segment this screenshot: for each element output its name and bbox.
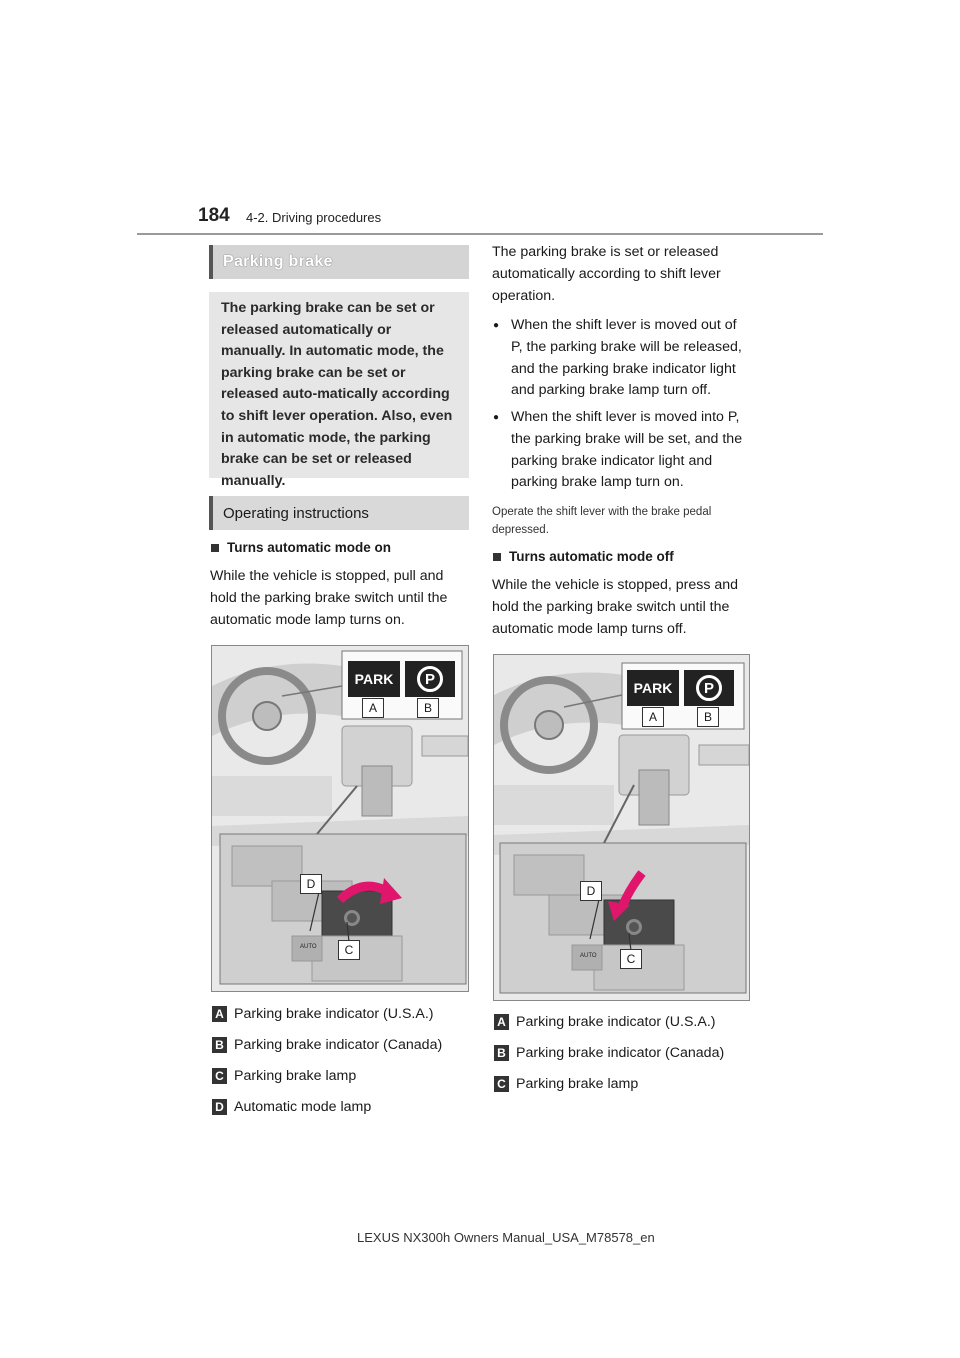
callout-c: C xyxy=(620,949,642,969)
legend-letter-box: B xyxy=(212,1037,227,1053)
legend-text: Parking brake indicator (Canada) xyxy=(516,1045,725,1061)
subhead-auto-on xyxy=(211,540,391,555)
callout-b: B xyxy=(417,698,439,718)
bullet-text: When the shift lever is moved out of P, the parking brake will be released, and the parking brake indicator light and parking brake lamp turn off. xyxy=(511,317,742,399)
parking-brake-title: Parking brake xyxy=(223,253,333,270)
legend-row-b xyxy=(494,1042,724,1064)
callout-a: A xyxy=(362,698,384,718)
note-text: Operate the shift lever with the brake pedal depressed. xyxy=(492,506,712,536)
section-label: 4-2. Driving procedures xyxy=(246,210,382,225)
legend-letter-box: D xyxy=(212,1099,227,1115)
figure-auto-on xyxy=(211,645,469,992)
auto-button-label: AUTO xyxy=(580,953,597,959)
callout-a: A xyxy=(642,707,664,727)
square-bullet-icon xyxy=(493,553,501,561)
subhead-auto-on-text: Turns automatic mode on xyxy=(227,540,392,555)
callout-d: D xyxy=(300,874,322,894)
subhead-auto-off-text: Turns automatic mode off xyxy=(509,549,674,564)
subhead-auto-off xyxy=(493,549,674,564)
page-number: 184 xyxy=(198,205,230,226)
legend-text: Parking brake indicator (U.S.A.) xyxy=(234,1006,434,1022)
auto-on-paragraph: While the vehicle is stopped, pull and hold the parking brake switch until the automatic mode lamp turns on. xyxy=(210,568,448,628)
ops-stripe xyxy=(209,496,213,530)
park-indicator-icon: PARK xyxy=(348,661,400,697)
auto-off-paragraph: While the vehicle is stopped, press and hold the parking brake switch until the automatic mode lamp turns off. xyxy=(492,577,739,637)
parking-brake-circle-p-icon xyxy=(684,670,734,706)
bullet-dot-icon: ● xyxy=(493,320,500,331)
square-bullet-icon xyxy=(211,544,219,552)
legend-row-a xyxy=(212,1003,442,1025)
bullet-dot-icon: ● xyxy=(493,412,500,423)
footer-manual-id: LEXUS NX300h Owners Manual_USA_M78578_en xyxy=(357,1230,655,1245)
legend-row-c xyxy=(494,1073,724,1095)
p-glyph: P xyxy=(417,666,443,692)
auto-paragraph: The parking brake is set or released automatically according to shift lever operation. xyxy=(492,244,721,304)
bullet-shift-into-p xyxy=(493,407,751,494)
parking-brake-circle-p-icon xyxy=(405,661,455,697)
legend-row-b xyxy=(212,1034,442,1056)
legend-row-a xyxy=(494,1011,724,1033)
parking-brake-title-bar xyxy=(209,245,469,279)
operating-instructions-title: Operating instructions xyxy=(223,504,369,522)
legend-letter-box: C xyxy=(212,1068,227,1084)
right-legend xyxy=(494,1011,724,1095)
left-legend xyxy=(212,1003,442,1118)
legend-text: Parking brake indicator (Canada) xyxy=(234,1037,443,1053)
legend-row-d xyxy=(212,1096,442,1118)
operating-instructions-bar xyxy=(209,496,469,530)
header-rule xyxy=(137,233,823,235)
figure-auto-off xyxy=(493,654,750,1001)
legend-text: Automatic mode lamp xyxy=(234,1099,372,1115)
callout-d: D xyxy=(580,881,602,901)
callout-c: C xyxy=(338,940,360,960)
legend-text: Parking brake lamp xyxy=(516,1076,639,1092)
bullet-text: When the shift lever is moved into P, the parking brake will be set, and the parking brake indicator light and parking brake lamp turn on. xyxy=(511,409,743,491)
bullet-shift-out-of-p xyxy=(493,315,751,402)
p-glyph: P xyxy=(696,675,722,701)
legend-text: Parking brake lamp xyxy=(234,1068,357,1084)
intro-box: The parking brake can be set or released automatically or manually. In automatic mode, the parking brake can be set or released auto-matically according to shift lever operation. Also, even in automatic mode, the parking brake can be set or released manually. xyxy=(209,292,469,478)
park-indicator-icon: PARK xyxy=(627,670,679,706)
title-stripe xyxy=(209,245,213,279)
legend-row-c xyxy=(212,1065,442,1087)
auto-button-label: AUTO xyxy=(300,944,317,950)
legend-text: Parking brake indicator (U.S.A.) xyxy=(516,1014,716,1030)
legend-letter-box: A xyxy=(212,1006,227,1022)
legend-letter-box: C xyxy=(494,1076,509,1092)
legend-letter-box: A xyxy=(494,1014,509,1030)
legend-letter-box: B xyxy=(494,1045,509,1061)
callout-b: B xyxy=(697,707,719,727)
